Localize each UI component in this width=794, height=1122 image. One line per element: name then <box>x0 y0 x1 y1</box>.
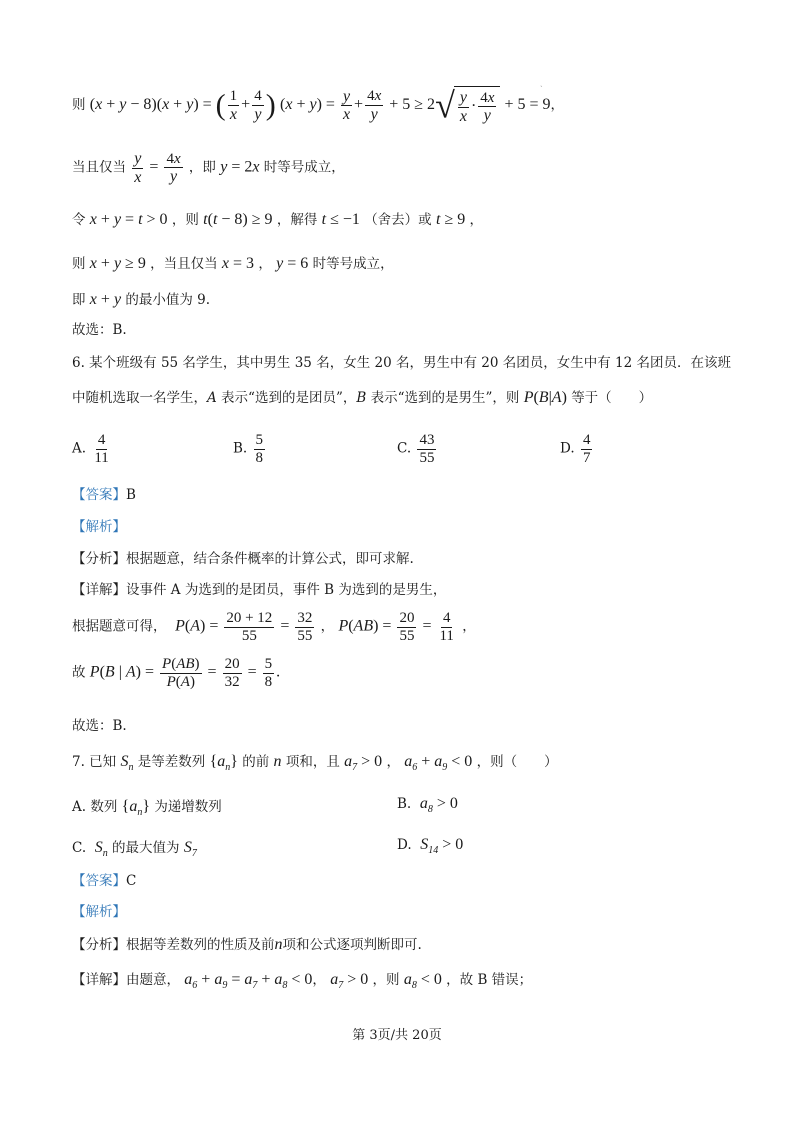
q6-stem-line2: 中随机选取一名学生，A 表示“选到的是团员”，B 表示“选到的是男生”，则 P(B|A) 等于（ ） <box>72 389 653 406</box>
q7-stem: 7. 已知 $S_n$ 是等差数列 $\{a_n\}$ 的前 n 项和，且 $a_7 > 0$ ， $a_6 + a_9 < 0$ ，则（ ） <box>72 753 558 774</box>
q6-conclusion: 故选：B. <box>72 718 127 734</box>
line-6: 故选：B. <box>72 322 127 338</box>
q7-analysis-tag: 【解析】 <box>72 904 126 920</box>
q6-fenxi: 【分析】根据题意，结合条件概率的计算公式，即可求解. <box>72 551 414 567</box>
q7-answer: 【答案】C <box>72 873 137 889</box>
q6-stem-line1: 6. 某个班级有 55 名学生，其中男生 35 名，女生 20 名，男生中有 20 名团员，女生中有 12 名团员．在该班 <box>72 355 731 371</box>
line-5: 即 x + y 的最小值为 9. <box>72 291 211 308</box>
line-2: 当且仅当 $\frac{y}{x}$ = $\frac{4x}{y}$ ，即 y = 2x 时等号成立， <box>72 150 345 186</box>
q7-option-c: C. $S_n$ 的最大值为 $S_7$ <box>72 839 197 860</box>
line-4: 则 x + y ≥ 9 ，当且仅当 x = 3 ， y = 6 时等号成立， <box>72 255 394 272</box>
page-footer: 第 3页/共 20页 <box>352 1028 442 1043</box>
q6-option-d: D. $\frac{4}{7}$ <box>560 432 591 466</box>
q6-detail-3: 故 P(B | A) = $\frac{P(AB)}{P(A)}$ = $\frac{20}{32}$ = $\frac{5}{8}$ . <box>72 656 281 690</box>
q7-fenxi: 【分析】根据等差数列的性质及前n项和公式逐项判断即可. <box>72 936 422 953</box>
q6-option-a: A. $\frac{4}{11}$ <box>72 432 109 466</box>
q6-detail-2: 根据题意可得， P(A) = $\frac{20 + 12}{55}$ = $\frac{32}{55}$ ， P(AB) = $\frac{20}{55}$ = $\frac{4}{11}$ ， <box>72 610 476 644</box>
q6-detail-1: 【详解】设事件 A 为选到的是团员，事件 B 为选到的是男生， <box>72 582 447 598</box>
q6-analysis-tag: 【解析】 <box>72 519 126 535</box>
q7-option-b: B. $a_8 > 0$ <box>397 795 458 816</box>
q7-detail: 【详解】由题意， $a_6 + a_9 = a_7 + a_8 < 0$， $a_7 > 0$ ，则 $a_8 < 0$ ，故 B 错误； <box>72 971 533 992</box>
q6-answer: 【答案】B <box>72 487 136 503</box>
line-1: 则 (x + y − 8)(x + y) = ( $\frac{1}{x}$ + $\frac{4}{y}$ ) (x + y) = $\frac{y}{x}$ + $\frac{4x}{y}$ + 5 ≥ 2√ $\frac{y}{x}$ · $\frac{4x}{y}$ + 5 = 9， <box>72 85 564 126</box>
q6-option-b: B. $\frac{5}{8}$ <box>233 432 264 466</box>
q7-option-a: A. 数列 $\{a_n\}$ 为递增数列 <box>72 798 222 819</box>
line-3: 令 x + y = t > 0 ，则 t(t − 8) ≥ 9 ，解得 t ≤ −1 （舍去）或 t ≥ 9 ， <box>72 211 484 228</box>
q7-option-d: D. $S_{14} > 0$ <box>397 836 464 857</box>
q6-option-c: C. $\frac{43}{55}$ <box>397 432 435 466</box>
corner-mark: ˏ <box>540 78 543 87</box>
